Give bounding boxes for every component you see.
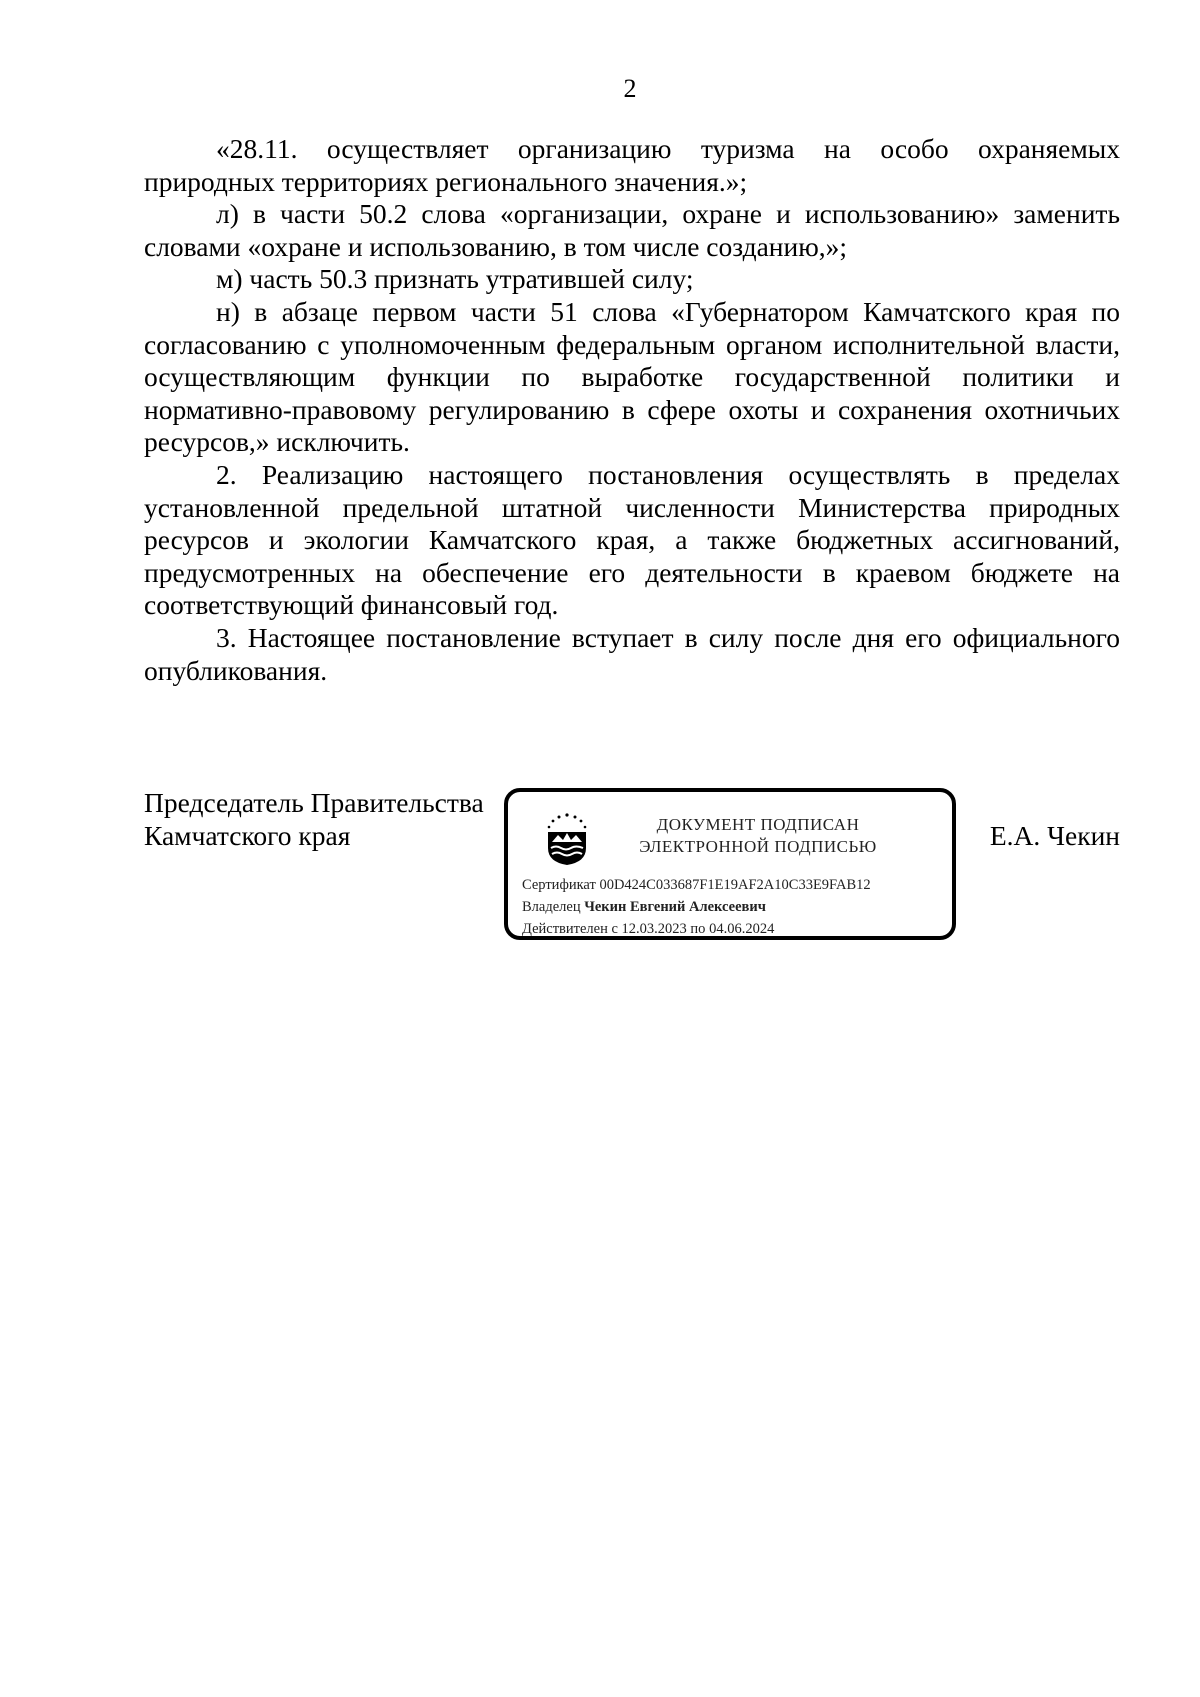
- document-body: [144, 133, 1120, 687]
- paragraph-m: м) часть 50.3 признать утратившей силу;: [216, 263, 694, 295]
- valid-label: Действителен с: [522, 921, 618, 937]
- electronic-signature-stamp: [504, 788, 956, 940]
- stamp-owner: [522, 898, 766, 916]
- signature-block: [144, 786, 1120, 956]
- signer-name: Е.А. Чекин: [989, 820, 1120, 851]
- stamp-heading-line1: ДОКУМЕНТ ПОДПИСАН: [656, 815, 860, 834]
- owner-value: Чекин Евгений Алексеевич: [584, 899, 766, 915]
- paragraph-2: 2. Реализацию настоящего постановления осуществлять в пределах установленной предельной штатной численности Министерства природных ресурсов и экологии Камчатского края, а также бюджетных ассигнований, предусмотренных на обеспечение его деятельности в краевом бюджете на соответствующий финансовый год.: [144, 458, 1120, 621]
- paragraph-n: н) в абзаце первом части 51 слова «Губернатором Камчатского края по согласованию с уполномоченным федеральным органом исполнительной власти, осуществляющим функции по выработке государственной политики и нормативно-правовому регулированию в сфере охоты и сохранения охотничьих ресурсов,» исключить.: [144, 295, 1120, 458]
- paragraph-3: 3. Настоящее постановление вступает в силу после дня его официального опубликования.: [144, 621, 1120, 686]
- stamp-heading: [608, 814, 908, 858]
- page-number: 2: [623, 74, 637, 103]
- valid-from: 12.03.2023: [621, 921, 687, 937]
- paragraph-l: л) в части 50.2 слова «организации, охране и использованию» заменить словами «охране и использованию, в том числе созданию,»;: [144, 198, 1120, 262]
- valid-to-label: по: [690, 921, 706, 937]
- signer-title-line1: Председатель Правительства: [144, 787, 484, 818]
- valid-to: 04.06.2024: [709, 921, 775, 937]
- paragraph-28-11: «28.11. осуществляет организацию туризма на особо охраняемых природных территориях регионального значения.»;: [144, 133, 1120, 197]
- signer-title: [144, 786, 484, 852]
- kamchatka-emblem-icon: [542, 812, 592, 866]
- stamp-heading-line2: ЭЛЕКТРОННОЙ ПОДПИСЬЮ: [639, 837, 877, 856]
- certificate-value: 00D424C033687F1E19AF2A10C33E9FAB12: [599, 877, 871, 893]
- signer-title-line2: Камчатского края: [144, 820, 351, 851]
- certificate-label: Сертификат: [522, 877, 596, 893]
- stamp-validity: [522, 920, 774, 938]
- stamp-certificate: [522, 876, 871, 894]
- owner-label: Владелец: [522, 899, 581, 915]
